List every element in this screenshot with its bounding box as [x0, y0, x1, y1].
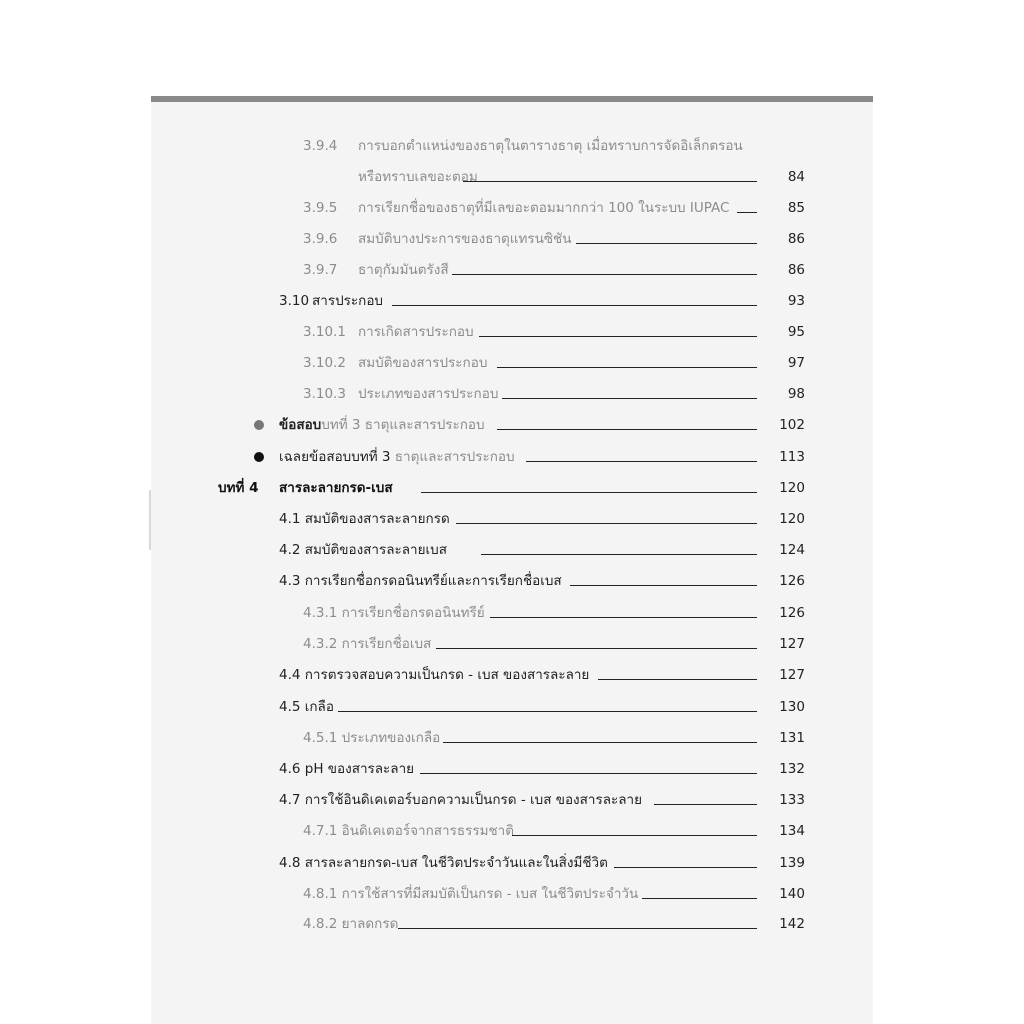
entry-title: การเรียกชื่อของธาตุที่มีเลขอะตอมมากกว่า 100 ในระบบ IUPAC: [358, 200, 730, 216]
entry-title: การบอกตำแหน่งของธาตุในตารางธาตุ เมื่อทราบการจัดอิเล็กตรอน: [358, 138, 743, 154]
toc-entry[interactable]: [0, 508, 1024, 530]
entry-title: ธาตุกัมมันตรังสี: [358, 262, 449, 278]
entry-page-number: 97: [787, 355, 805, 371]
dot-leader: [642, 898, 757, 899]
dot-leader: [497, 429, 757, 430]
entry-title: 4.8.2 ยาลดกรด: [303, 916, 399, 932]
dot-leader: [614, 867, 757, 868]
entry-number: 3.9.5: [303, 200, 338, 216]
dot-leader: [436, 648, 757, 649]
entry-page-number: 120: [779, 511, 805, 527]
entry-title: สมบัติของสารประกอบ: [358, 355, 488, 371]
chapter-number: บทที่ 4: [218, 480, 259, 496]
entry-title: 4.7.1 อินดิเคเตอร์จากสารธรรมชาติ: [303, 823, 515, 839]
toc-entry[interactable]: [0, 135, 1024, 157]
entry-page-number: 127: [779, 667, 805, 683]
entry-page-number: 85: [787, 200, 805, 216]
entry-page-number: 113: [779, 449, 805, 465]
dot-leader: [452, 274, 757, 275]
entry-page-number: 124: [779, 542, 805, 558]
entry-title: ข้อสอบบทที่ 3 ธาตุและสารประกอบ: [279, 417, 485, 433]
entry-title: 4.5 เกลือ: [279, 699, 334, 715]
entry-title: 4.7 การใช้อินดิเคเตอร์บอกความเป็นกรด - เบส ของสารละลาย: [279, 792, 643, 808]
toc-entry[interactable]: [0, 633, 1024, 655]
toc-entry[interactable]: [0, 166, 1024, 188]
toc-entry[interactable]: [0, 602, 1024, 624]
entry-page-number: 140: [779, 886, 805, 902]
dot-leader: [490, 617, 757, 618]
toc-entry[interactable]: [0, 383, 1024, 405]
entry-title: 4.6 pH ของสารละลาย: [279, 761, 415, 777]
entry-page-number: 132: [779, 761, 805, 777]
toc-entry[interactable]: [0, 883, 1024, 905]
bullet-icon: [254, 452, 264, 462]
entry-page-number: 102: [779, 417, 805, 433]
entry-title: 4.1 สมบัติของสารละลายกรด: [279, 511, 450, 527]
entry-title: 4.3 การเรียกชื่อกรดอนินทรีย์และการเรียกชื่อเบส: [279, 573, 562, 589]
toc-entry[interactable]: [0, 352, 1024, 374]
entry-page-number: 131: [779, 730, 805, 746]
toc-entry[interactable]: [0, 758, 1024, 780]
entry-number: 3.9.6: [303, 231, 338, 247]
entry-page-number: 93: [787, 293, 805, 309]
entry-title: ประเภทของสารประกอบ: [358, 386, 499, 402]
entry-page-number: 95: [787, 324, 805, 340]
dot-leader: [481, 554, 757, 555]
entry-number: 3.10.2: [303, 355, 346, 371]
entry-page-number: 130: [779, 699, 805, 715]
entry-title: 4.8.1 การใช้สารที่มีสมบัติเป็นกรด - เบส ในชีวิตประจำวัน: [303, 886, 639, 902]
dot-leader: [420, 773, 757, 774]
dot-leader: [479, 336, 757, 337]
toc-entry[interactable]: [0, 852, 1024, 874]
entry-title: สมบัติบางประการของธาตุแทรนซิชัน: [358, 231, 572, 247]
entry-page-number: 134: [779, 823, 805, 839]
entry-page-number: 127: [779, 636, 805, 652]
entry-page-number: 139: [779, 855, 805, 871]
entry-title: การเกิดสารประกอบ: [358, 324, 474, 340]
entry-title: เฉลยข้อสอบบทที่ 3 ธาตุและสารประกอบ: [279, 449, 515, 465]
toc-chapter[interactable]: [0, 477, 1024, 499]
toc-entry[interactable]: [0, 727, 1024, 749]
entry-page-number: 133: [779, 792, 805, 808]
entry-title: 4.5.1 ประเภทของเกลือ: [303, 730, 441, 746]
dot-leader: [338, 711, 757, 712]
dot-leader: [598, 679, 757, 680]
entry-number: 3.9.7: [303, 262, 338, 278]
entry-page-number: 86: [787, 262, 805, 278]
toc-entry-answers[interactable]: [0, 446, 1024, 468]
dot-leader: [526, 461, 757, 462]
toc-entry[interactable]: [0, 570, 1024, 592]
entry-page-number: 98: [787, 386, 805, 402]
entry-title: 4.3.2 การเรียกชื่อเบส: [303, 636, 432, 652]
entry-title: 4.8 สารละลายกรด-เบส ในชีวิตประจำวันและในสิ่งมีชีวิต: [279, 855, 608, 871]
toc-entry[interactable]: [0, 913, 1024, 935]
entry-number: 3.9.4: [303, 138, 338, 154]
entry-page-number: 120: [779, 480, 805, 496]
chapter-title: สารละลายกรด-เบส: [279, 480, 393, 496]
dot-leader: [456, 523, 757, 524]
entry-page-number: 126: [779, 605, 805, 621]
entry-page-number: 84: [787, 169, 805, 185]
entry-title: 4.4 การตรวจสอบความเป็นกรด - เบส ของสารละลาย: [279, 667, 590, 683]
entry-number: 3.10.1: [303, 324, 346, 340]
entry-number: 3.10: [279, 293, 310, 309]
entry-title: 4.2 สมบัติของสารละลายเบส: [279, 542, 447, 558]
dot-leader: [443, 742, 757, 743]
entry-title: 4.3.1 การเรียกชื่อกรดอนินทรีย์: [303, 605, 485, 621]
toc-entry[interactable]: [0, 539, 1024, 561]
toc-entry[interactable]: [0, 789, 1024, 811]
dot-leader: [576, 243, 757, 244]
toc-entry[interactable]: [0, 321, 1024, 343]
dot-leader: [497, 367, 757, 368]
dot-leader: [398, 928, 757, 929]
dot-leader: [392, 305, 757, 306]
entry-number: 3.10.3: [303, 386, 346, 402]
toc-entry-exam[interactable]: [0, 414, 1024, 436]
toc-entry[interactable]: [0, 197, 1024, 219]
entry-title: หรือทราบเลขอะตอม: [358, 169, 478, 185]
dot-leader: [737, 212, 757, 213]
dot-leader: [421, 492, 757, 493]
dot-leader: [502, 398, 757, 399]
toc-entry[interactable]: [0, 259, 1024, 281]
page-top-rule: [151, 96, 873, 102]
toc-entry[interactable]: [0, 820, 1024, 842]
dot-leader: [570, 585, 757, 586]
bullet-icon: [254, 420, 264, 430]
entry-page-number: 142: [779, 916, 805, 932]
entry-title: สารประกอบ: [312, 293, 383, 309]
dot-leader: [654, 804, 757, 805]
toc-entry[interactable]: [0, 696, 1024, 718]
toc-entry[interactable]: [0, 664, 1024, 686]
toc-entry[interactable]: [0, 290, 1024, 312]
entry-page-number: 86: [787, 231, 805, 247]
dot-leader: [463, 181, 757, 182]
dot-leader: [512, 835, 757, 836]
toc-entry[interactable]: [0, 228, 1024, 250]
entry-page-number: 126: [779, 573, 805, 589]
